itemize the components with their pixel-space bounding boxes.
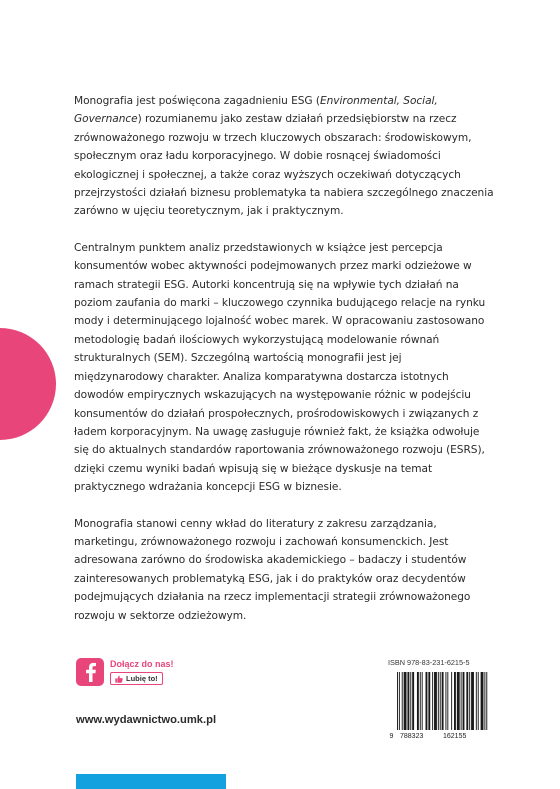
barcode-bar [484, 672, 485, 730]
thumbs-up-icon [115, 675, 123, 683]
barcode-first-digit: 9 [389, 733, 394, 740]
like-button[interactable] [110, 672, 163, 685]
back-cover-description [74, 92, 494, 650]
barcode-bar [402, 672, 403, 730]
like-text: Lubię to! [126, 674, 158, 683]
facebook-texts [110, 659, 174, 685]
barcode-right-group: 162155 [443, 733, 467, 740]
barcode-bar [451, 672, 452, 730]
barcode-bar [412, 672, 414, 730]
decorative-blue-bar [76, 774, 226, 789]
description-paragraph-1 [74, 92, 494, 221]
barcode-bar [461, 672, 462, 730]
facebook-icon[interactable] [76, 658, 104, 686]
barcode-bar [420, 672, 421, 730]
paragraph-1-part-1: Monografia jest poświęcona zagadnieniu ESG ( [74, 95, 320, 107]
barcode-bar [397, 672, 398, 730]
barcode-bar [469, 672, 470, 730]
barcode-bar [478, 672, 479, 730]
barcode-bar [481, 672, 484, 730]
barcode-bar [438, 672, 439, 730]
barcode-bar [434, 672, 437, 730]
barcode-bar [447, 672, 448, 730]
description-paragraph-2: Centralnym punktem analiz przedstawionych w książce jest percepcja konsumentów wobec aktywności podejmowanych przez marki odzieżowe w ramach strategii ESG. Autorki koncentrują się na wpływie tych działań na poziom zaufania do marki – kluczowego czynnika budującego relacje na rynku mody i determinującego lojalność wobec marek. W opracowaniu zastosowano metodologię badań ilościowych wykorzystującą modelowanie równań strukturalnych (SEM). Szczególną wartością monografii jest jej międzynarodowy charakter. Analiza komparatywna dostarcza istotnych dowodów empirycznych wskazujących na występowanie różnic w podejściu konsumentów do działań prospołecznych, prośrodowiskowych i związanych z ładem korporacyjnym. Na uwagę zasługuje również fakt, że książka odwołuje się do aktualnych standardów raportowania zrównoważonego rozwoju (ESRS), dzięki czemu wyniki badań wpisują się w bieżące dyskusje na temat praktycznego wdrażania koncepcji ESG w biznesie. [74, 241, 486, 494]
barcode-bar [486, 672, 487, 730]
paragraph-1-part-3: ) rozumianemu jako zestaw działań przedsiębiorstw na rzecz zrównoważonego rozwoju w trzech kluczowych obszarach: środowiskowym, społecznym oraz ładu korporacyjnego. W dobie rosnącej świadomości ekologicznej i społecznej, a także coraz wyższych oczekiwań dotyczących przejrzystości działań biznesu problematyka ta nabiera szczególnego znaczenia zarówno w ujęciu teoretycznym, jak i praktycznym. [74, 113, 494, 218]
barcode-bar [454, 672, 456, 730]
barcode-bar [410, 672, 411, 730]
join-us-text: Dołącz do nas! [110, 659, 174, 669]
barcode-bar [426, 672, 428, 730]
isbn-label: ISBN 978-83-231-6215-5 [388, 658, 470, 667]
barcode-bar [428, 672, 430, 730]
decorative-pink-circle [0, 328, 56, 440]
facebook-promo[interactable] [76, 658, 174, 686]
barcode-bar [463, 672, 465, 730]
publisher-website[interactable]: www.wydawnictwo.umk.pl [76, 714, 217, 726]
barcode-bar [445, 672, 446, 730]
paragraph-1-italic-term: Environmental, Social, Governance [74, 95, 438, 126]
barcode-bar [404, 672, 407, 730]
barcode-bar [440, 672, 441, 730]
barcode-left-group: 788323 [400, 733, 424, 740]
barcode-bar [457, 672, 460, 730]
barcode-bar [417, 672, 419, 730]
barcode-bar [422, 672, 423, 730]
barcode-bar [407, 672, 409, 730]
barcode-bar [466, 672, 468, 730]
isbn-barcode [388, 670, 488, 740]
barcode-bar [432, 672, 433, 730]
barcode-bar [476, 672, 477, 730]
barcode-bar [471, 672, 474, 730]
description-paragraph-3: Monografia stanowi cenny wkład do literatury z zakresu zarządzania, marketingu, zrównoważonego rozwoju i zachowań konsumenckich. Jest adresowana zarówno do środowiska akademickiego – badaczy i studentów zainteresowanych problematyką ESG, jak i do praktyków oraz decydentów podejmujących działania na rzecz implementacji strategii zrównoważonego rozwoju w sektorze odzieżowym. [74, 517, 471, 622]
barcode-bar [442, 672, 444, 730]
barcode-bar [399, 672, 400, 730]
